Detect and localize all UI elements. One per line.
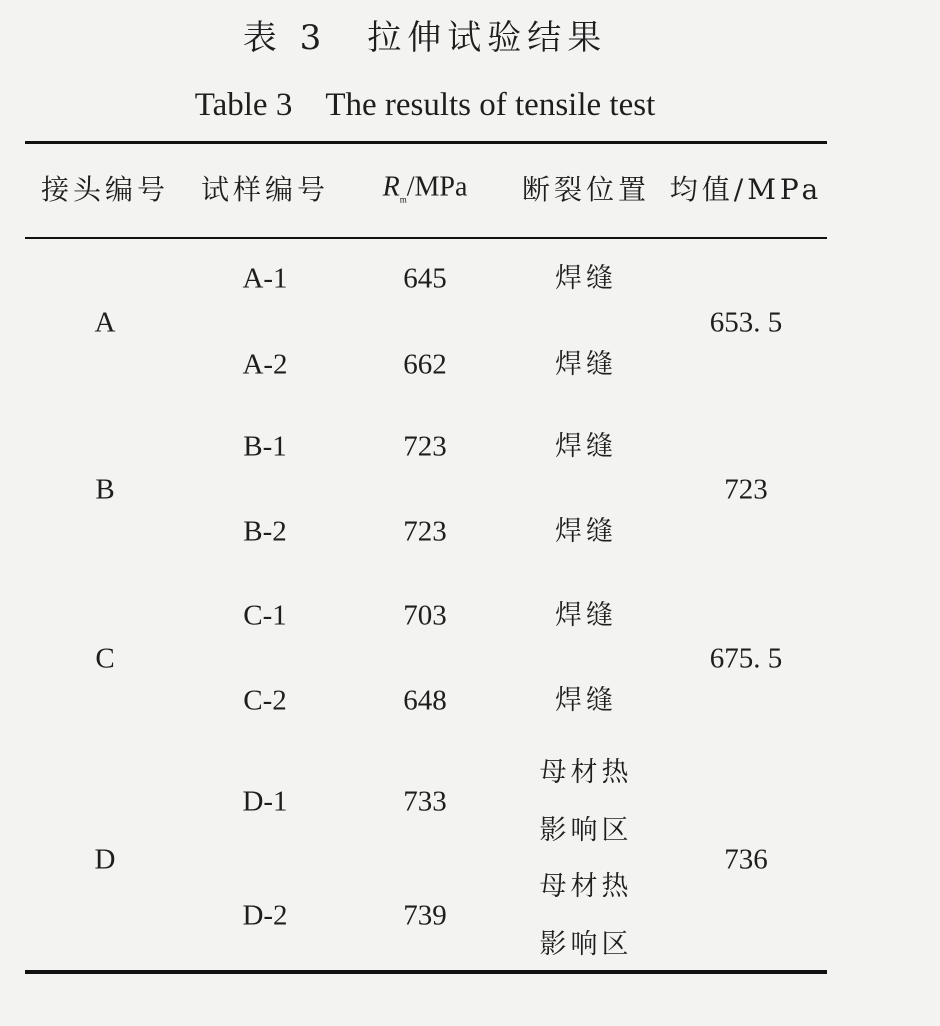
fracture-location-cell	[555, 418, 617, 476]
fracture-location-line: 焊缝	[555, 600, 617, 631]
fracture-location-cell	[555, 336, 617, 394]
mean-value-cell: 736	[724, 843, 768, 876]
fracture-location-line: 影响区	[539, 929, 633, 960]
fracture-location-cell	[555, 672, 617, 730]
header-specimen-no: 试样编号	[200, 173, 330, 206]
rm-value-cell: 723	[403, 515, 447, 548]
fracture-location-line: 母材热	[539, 871, 633, 902]
header-mean: 均值/MPa	[669, 173, 823, 206]
rm-value-cell: 662	[403, 348, 447, 381]
rm-value-cell: 739	[403, 899, 447, 932]
fracture-location-line: 影响区	[539, 815, 633, 846]
joint-id-cell: D	[94, 843, 116, 876]
specimen-id-cell: C-2	[243, 684, 287, 717]
specimen-id-cell: B-1	[243, 430, 287, 463]
table-top-rule	[25, 141, 827, 144]
table-bottom-rule	[25, 970, 827, 974]
specimen-id-cell: D-2	[242, 899, 288, 932]
header-rm-unit: /MPa	[406, 171, 468, 203]
joint-id-cell: C	[95, 642, 115, 675]
fracture-location-cell	[555, 250, 617, 308]
specimen-id-cell: B-2	[243, 515, 287, 548]
rm-value-cell: 723	[403, 430, 447, 463]
rm-value-cell: 645	[403, 262, 447, 295]
mean-value-cell: 675. 5	[709, 642, 783, 675]
table-caption-cn: 表 3 拉伸试验结果	[242, 18, 608, 58]
joint-id-cell: B	[95, 473, 115, 506]
fracture-location-line: 焊缝	[555, 431, 617, 462]
joint-id-cell: A	[94, 306, 116, 339]
specimen-id-cell: A-1	[242, 262, 288, 295]
fracture-location-line: 焊缝	[555, 349, 617, 380]
header-rm	[383, 172, 468, 205]
specimen-id-cell: A-2	[242, 348, 288, 381]
fracture-location-cell	[555, 587, 617, 645]
header-rm-subscript: m	[399, 194, 407, 205]
fracture-location-line: 母材热	[539, 757, 633, 788]
rm-value-cell: 648	[403, 684, 447, 717]
header-rm-symbol: R	[382, 171, 400, 203]
rm-value-cell: 733	[403, 785, 447, 818]
header-fracture-location: 断裂位置	[521, 173, 651, 206]
table-caption-en: Table 3 The results of tensile test	[194, 87, 656, 123]
mean-value-cell: 653. 5	[709, 306, 783, 339]
fracture-location-cell	[540, 744, 633, 860]
fracture-location-line: 焊缝	[555, 263, 617, 294]
fracture-location-cell	[555, 503, 617, 561]
fracture-location-cell	[540, 858, 633, 974]
header-joint-no: 接头编号	[40, 173, 170, 206]
specimen-id-cell: D-1	[242, 785, 288, 818]
fracture-location-line: 焊缝	[555, 516, 617, 547]
mean-value-cell: 723	[724, 473, 768, 506]
fracture-location-line: 焊缝	[555, 685, 617, 716]
rm-value-cell: 703	[403, 599, 447, 632]
table-header-rule	[25, 237, 827, 239]
specimen-id-cell: C-1	[243, 599, 287, 632]
